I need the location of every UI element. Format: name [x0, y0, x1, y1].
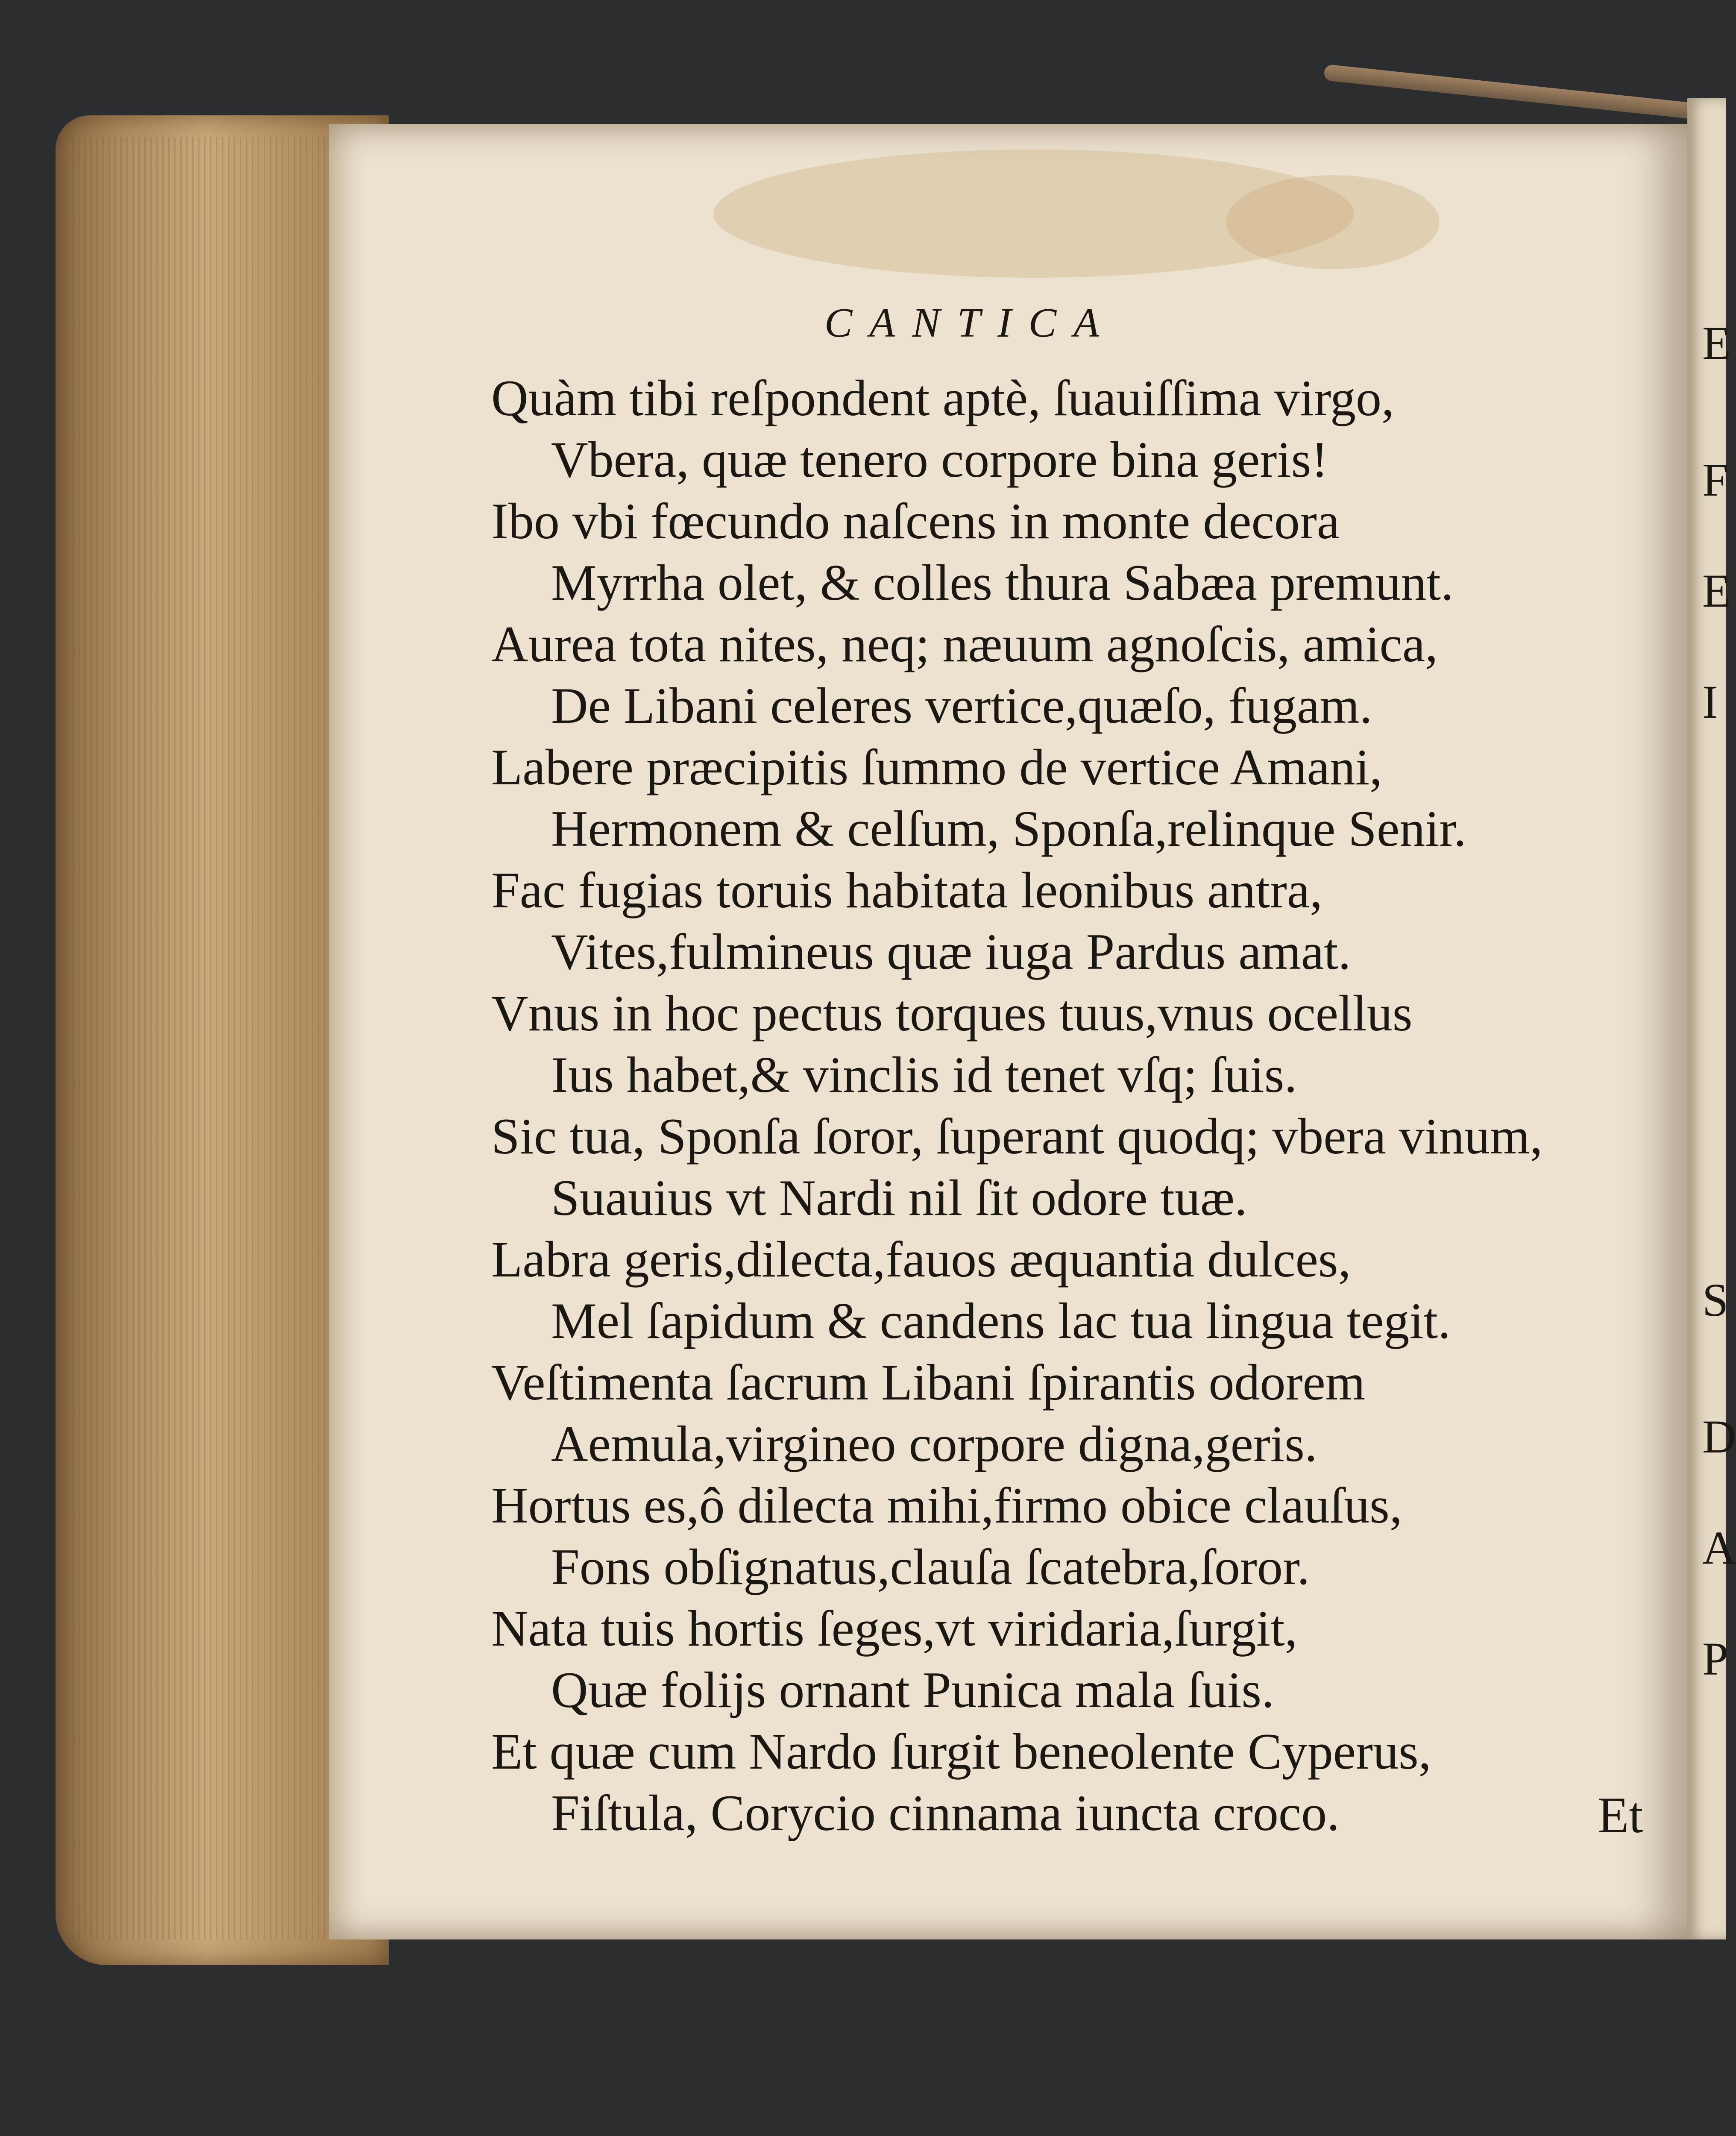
- page-edges: [73, 137, 372, 1939]
- facing-page-letter: E: [1702, 317, 1731, 369]
- verse-line: Aemula,virgineo corpore digna,geris.: [551, 1415, 1317, 1472]
- verse-line: Myrrha olet, & colles thura Sabæa premunt.: [551, 554, 1454, 611]
- verse-line: Vbera, quæ tenero corpore bina geris!: [551, 431, 1328, 488]
- verse-line: Hortus es,ô dilecta mihi,firmo obice clauſus,: [491, 1477, 1402, 1534]
- verse-line: Quæ folijs ornant Punica mala ſuis.: [551, 1661, 1275, 1718]
- verse-line: Vites,fulmineus quæ iuga Pardus amat.: [551, 923, 1351, 980]
- facing-page-letter: P: [1702, 1633, 1729, 1685]
- verse-line: Labere præcipitis ſummo de vertice Amani,: [491, 739, 1383, 795]
- verse-line: Suauius vt Nardi nil ſit odore tuæ.: [551, 1169, 1247, 1226]
- verse-line: Ius habet,& vinclis id tenet vſq; ſuis.: [551, 1046, 1297, 1103]
- facing-page-letter: S: [1702, 1274, 1729, 1326]
- facing-page-letter: I: [1702, 676, 1718, 728]
- facing-page-letter: A: [1702, 1522, 1736, 1574]
- verse-line: Fiſtula, Corycio cinnama iuncta croco.: [551, 1784, 1340, 1841]
- verse-line: Hermonem & celſum, Sponſa,relinque Senir.: [551, 800, 1466, 857]
- verse-line: Aurea tota nites, neq; næuum agnoſcis, amica,: [491, 616, 1438, 672]
- facing-page-letter: E: [1702, 565, 1731, 617]
- verse-line: Vnus in hoc pectus torques tuus,vnus ocellus: [491, 985, 1413, 1042]
- verse-line: De Libani celeres vertice,quæſo, fugam.: [551, 677, 1372, 734]
- catchword: Et: [1598, 1787, 1643, 1843]
- verse-line: Fac fugias toruis habitata leonibus antra,: [491, 862, 1323, 918]
- water-stain: [1226, 175, 1440, 269]
- verse-line: Veſtimenta ſacrum Libani ſpirantis odorem: [491, 1354, 1366, 1411]
- facing-page-letter: F: [1702, 454, 1729, 506]
- verse-line: Ibo vbi fœcundo naſcens in monte decora: [491, 493, 1340, 549]
- verse-line: Fons obſignatus,clauſa ſcatebra,ſoror.: [551, 1538, 1310, 1595]
- facing-page-letter: D: [1702, 1411, 1736, 1463]
- verse-line: Sic tua, Sponſa ſoror, ſuperant quodq; vbera vinum,: [491, 1108, 1543, 1165]
- running-head: CANTICA: [824, 300, 1116, 346]
- bookmark-string: [1323, 64, 1724, 122]
- verse-line: Et quæ cum Nardo ſurgit beneolente Cyperus,: [491, 1723, 1431, 1780]
- verse-line: Labra geris,dilecta,fauos æquantia dulces,: [491, 1231, 1351, 1288]
- verse-line: Quàm tibi reſpondent aptè, ſuauiſſima virgo,: [491, 370, 1395, 426]
- poem-text: [491, 367, 1636, 1844]
- verse-line: Mel ſapidum & candens lac tua lingua tegit.: [551, 1292, 1451, 1349]
- verse-line: Nata tuis hortis ſeges,vt viridaria,ſurgit,: [491, 1600, 1298, 1657]
